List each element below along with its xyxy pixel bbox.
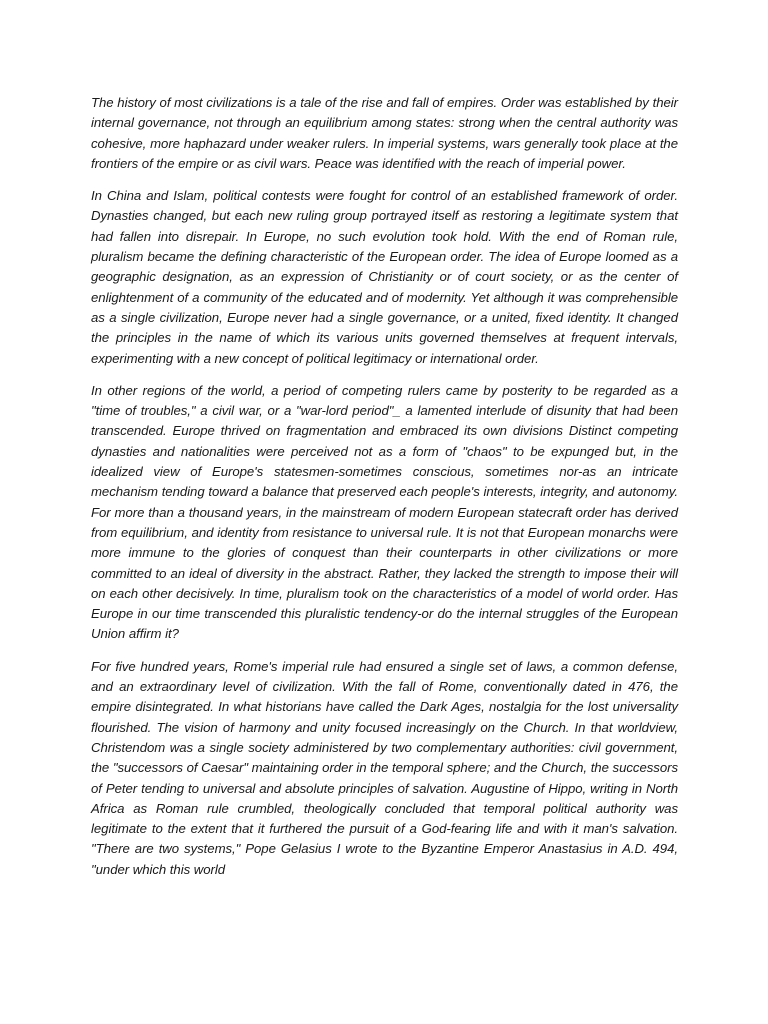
paragraph-1: The history of most civilizations is a tale of the rise and fall of empires. Order was established by their internal governance, not through an equilibrium among states: strong when the central authority was cohesive, more haphazard under weaker rulers. In imperial systems, wars generally took place at the frontiers of the empire or as civil wars. Peace was identified with the reach of imperial power. bbox=[91, 95, 678, 171]
paragraph-3: In other regions of the world, a period of competing rulers came by posterity to be regarded as a "time of troubles," a civil war, or a "war-lord period"_ a lamented interlude of disunity that had been transcended. Europe thrived on fragmentation and embraced its own divisions Distinct competing dynasties and nationalities were perceived not as a form of "chaos" to be expunged but, in the idealized view of Europe's statesmen-sometimes conscious, sometimes nor-as an intricate mechanism tending toward a balance that preserved each people's interests, integrity, and autonomy. For more than a thousand years, in the mainstream of modern European statecraft order has derived from equilibrium, and identity from resistance to universal rule. It is not that European monarchs were more immune to the glories of conquest than their counterparts in other civilizations or more committed to an ideal of diversity in the abstract. Rather, they lacked the strength to impose their will on each other decisively. In time, pluralism took on the characteristics of a model of world order. Has Europe in our time transcended this pluralistic tendency-or do the internal struggles of the European Union affirm it? bbox=[91, 382, 678, 642]
paragraph-4: For five hundred years, Rome's imperial rule had ensured a single set of laws, a common defense, and an extraordinary level of civilization. With the fall of Rome, conventionally dated in 476, the empire disintegrated. In what historians have called the Dark Ages, nostalgia for the lost universality flourished. The vision of harmony and unity focused increasingly on the Church. In that worldview, Christendom was a single society administered by two complementary authorities: civil government, the "successors of Caesar" maintaining order in the temporal sphere; and the Church, the successors of Peter tending to universal and absolute principles of salvation. Augustine of Hippo, writing in North Africa as Roman rule crumbled, theologically concluded that temporal political authority was legitimate to the extent that it furthered the pursuit of a God-fearing life and with it man's salvation. "There are two systems," Pope Gelasius I wrote to the Byzantine Emperor Anastasius in A.D. 494, "under which this world bbox=[91, 658, 678, 877]
document-body bbox=[91, 93, 678, 892]
paragraph-2: In China and Islam, political contests were fought for control of an established framework of order. Dynasties changed, but each new ruling group portrayed itself as restoring a legitimate system that had fallen into disrepair. In Europe, no such evolution took hold. With the end of Roman rule, pluralism became the defining characteristic of the European order. The idea of Europe loomed as a geographic designation, as an expression of Christianity or of court society, or as the center of enlightenment of a community of the educated and of modernity. Yet although it was comprehensible as a single civilization, Europe never had a single governance, or a united, fixed identity. It changed the principles in the name of which its various units governed themselves at frequent intervals, experimenting with a new concept of political legitimacy or international order. bbox=[91, 188, 678, 366]
